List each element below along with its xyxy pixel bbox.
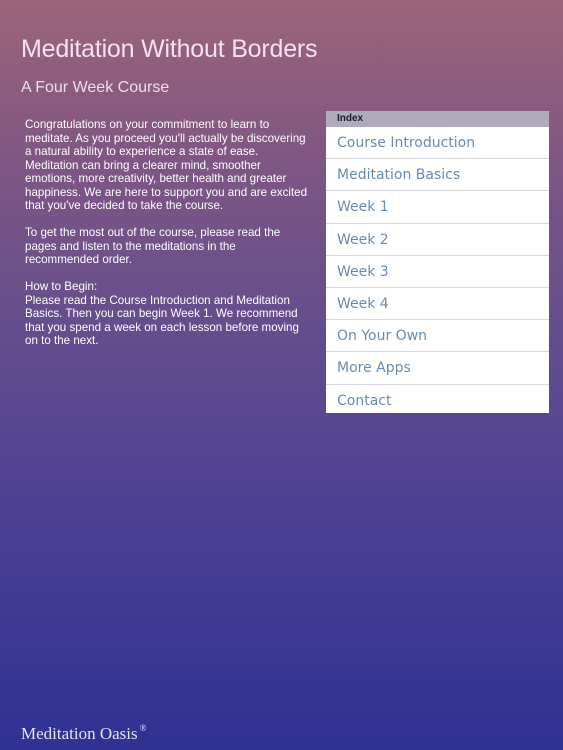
page-subtitle: A Four Week Course — [21, 79, 170, 96]
how-to-text: Please read the Course Introduction and Meditation Basics. Then you can begin Week 1. We recommend that you spend a week on each lesson before moving on to the next. — [25, 293, 299, 347]
index-item-course-introduction[interactable]: Course Introduction — [326, 127, 549, 159]
index-item-week-4[interactable]: Week 4 — [326, 288, 549, 320]
index-item-more-apps[interactable]: More Apps — [326, 352, 549, 384]
index-item-week-1[interactable]: Week 1 — [326, 191, 549, 223]
intro-paragraph-how-to — [25, 280, 310, 348]
how-to-heading: How to Begin: — [25, 280, 98, 293]
intro-paragraph-welcome: Congratulations on your commitment to learn to meditate. As you proceed you'll actually be discovering a natural ability to experience a state of ease. Meditation can bring a clearer mind, smoother emotions, more creativity, better health and greater happiness. We are here to support you and are excited that you've decided to take the course. — [25, 118, 308, 212]
index-item-contact[interactable]: Contact — [337, 392, 392, 409]
meditation-oasis-logo — [21, 723, 147, 744]
index-item-week-3[interactable]: Week 3 — [326, 256, 549, 288]
index-item-on-your-own[interactable]: On Your Own — [326, 320, 549, 352]
intro-paragraph-order: To get the most out of the course, please read the pages and listen to the meditations in the recommended order. — [25, 226, 281, 266]
intro-text — [25, 118, 310, 361]
index-header: Index — [326, 111, 549, 127]
logo-text: Meditation Oasis — [21, 724, 138, 743]
index-panel — [326, 111, 549, 413]
page-title: Meditation Without Borders — [21, 35, 318, 63]
index-item-week-2[interactable]: Week 2 — [326, 224, 549, 256]
registered-mark-icon: ® — [139, 723, 147, 733]
index-item-meditation-basics[interactable]: Meditation Basics — [326, 159, 549, 191]
